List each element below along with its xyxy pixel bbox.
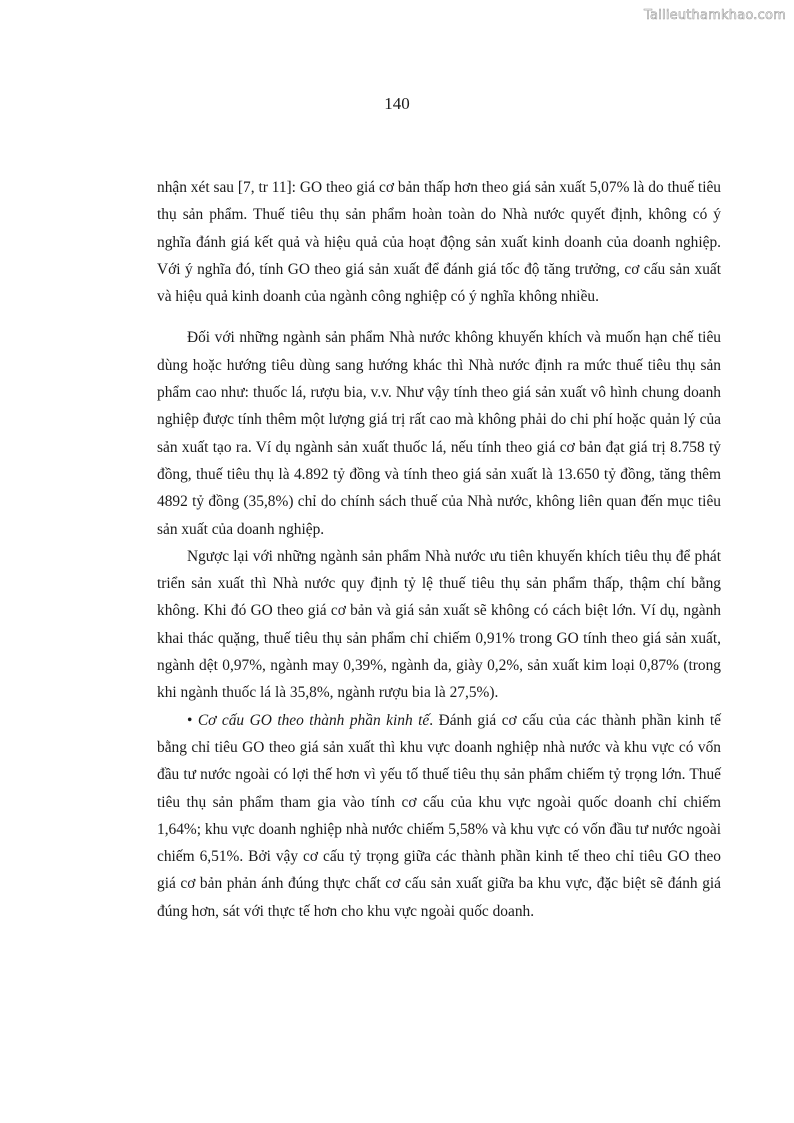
watermark-text: Tailieuthamkhao.com — [644, 8, 786, 23]
paragraph-1: nhận xét sau [7, tr 11]: GO theo giá cơ bản thấp hơn theo giá sản xuất 5,07% là do thuế tiêu thụ sản phẩm. Thuế tiêu thụ sản phẩm hoàn toàn do Nhà nước quyết định, không có ý nghĩa đánh giá kết quả và hiệu quả của hoạt động sản xuất kinh doanh của doanh nghiệp. Với ý nghĩa đó, tính GO theo giá sản xuất để đánh giá tốc độ tăng trưởng, cơ cấu sản xuất và hiệu quả kinh doanh của ngành công nghiệp có ý nghĩa không nhiều. — [157, 179, 721, 306]
section-heading-italic: Cơ cấu GO theo thành phần kinh tế — [197, 711, 430, 729]
bullet-marker: • — [187, 711, 198, 729]
paragraph-4 — [157, 707, 721, 925]
page-number: 140 — [384, 94, 410, 113]
paragraph-4-body: . Đánh giá cơ cấu của các thành phần kinh tế bằng chỉ tiêu GO theo giá sản xuất thì khu vực doanh nghiệp nhà nước và khu vực có vốn đầu tư nước ngoài có lợi thế hơn vì yếu tố thuế tiêu thụ sản phẩm chiếm tỷ trọng lớn. Thuế tiêu thụ sản phẩm tham gia vào tính cơ cấu của khu vực ngoài quốc doanh chỉ chiếm 1,64%; khu vực doanh nghiệp nhà nước chiếm 5,58% và khu vực có vốn đầu tư nước ngoài chiếm 6,51%. Bởi vậy cơ cấu tỷ trọng giữa các thành phần kinh tế theo chỉ tiêu GO theo giá cơ bản phản ánh đúng thực chất cơ cấu sản xuất giữa ba khu vực, đặc biệt sẽ đánh giá đúng hơn, sát với thực tế hơn cho khu vực ngoài quốc doanh. — [157, 711, 721, 920]
document-body — [157, 174, 721, 925]
paragraph-2: Đối với những ngành sản phẩm Nhà nước không khuyến khích và muốn hạn chế tiêu dùng hoặc hướng tiêu dùng sang hướng khác thì Nhà nước định ra mức thuế tiêu thụ sản phẩm cao như: thuốc lá, rượu bia, v.v. Như vậy tính theo giá sản xuất vô hình chung doanh nghiệp được tính thêm một lượng giá trị rất cao mà không phải do chi phí hoặc quản lý của sản xuất tạo ra. Ví dụ ngành sản xuất thuốc lá, nếu tính theo giá cơ bản đạt giá trị 8.758 tỷ đồng, thuế tiêu thụ là 4.892 tỷ đồng và tính theo giá sản xuất là 13.650 tỷ đồng, tăng thêm 4892 tỷ đồng (35,8%) chỉ do chính sách thuế của Nhà nước, không liên quan đến mục tiêu sản xuất của doanh nghiệp. — [157, 329, 721, 538]
paragraph-3: Ngược lại với những ngành sản phẩm Nhà nước ưu tiên khuyến khích tiêu thụ để phát triển sản xuất thì Nhà nước quy định tỷ lệ thuế tiêu thụ sản phẩm thấp, thậm chí bằng không. Khi đó GO theo giá cơ bản và giá sản xuất sẽ không có cách biệt lớn. Ví dụ, ngành khai thác quặng, thuế tiêu thụ sản phẩm chỉ chiếm 0,91% trong GO tính theo giá sản xuất, ngành dệt 0,97%, ngành may 0,39%, ngành da, giày 0,2%, sản xuất kim loại 0,87% (trong khi ngành thuốc lá là 35,8%, ngành rượu bia là 27,5%). — [157, 547, 721, 702]
